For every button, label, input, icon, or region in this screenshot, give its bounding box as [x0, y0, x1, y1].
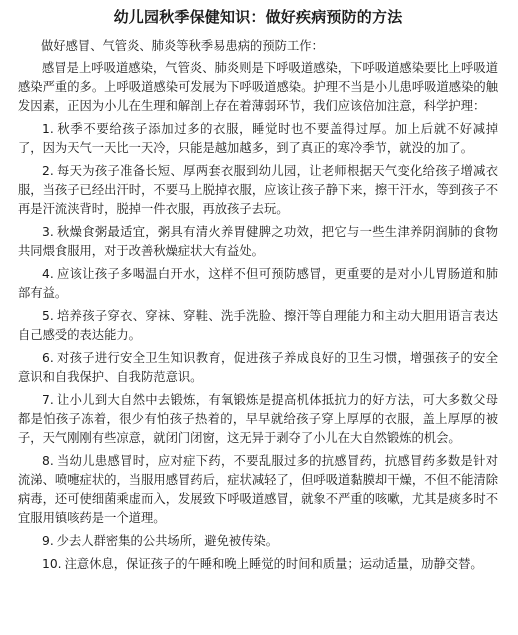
item-number: 3. — [42, 225, 54, 239]
item-number: 5. — [42, 309, 54, 323]
item-text: 秋燥食粥最适宜，粥具有清火养胃健脾之功效，把它与一些生津养阴润肺的食物共同煨食服用，对于改善秋燥症状大有益处。 — [18, 225, 498, 258]
list-item — [18, 265, 498, 303]
document-title: 幼儿园秋季保健知识：做好疾病预防的方法 — [113, 8, 403, 26]
list-item — [18, 223, 498, 261]
item-text: 少去人群密集的公共场所，避免被传染。 — [56, 534, 279, 548]
list-item — [18, 532, 498, 551]
list-item — [18, 307, 498, 345]
item-number: 10. — [42, 557, 62, 571]
item-number: 2. — [42, 164, 54, 178]
item-text: 对孩子进行安全卫生知识教育，促进孩子养成良好的卫生习惯，增强孩子的安全意识和自我保护、自我防范意识。 — [18, 351, 498, 384]
list-item — [18, 120, 498, 158]
item-number: 4. — [42, 267, 54, 281]
intro-line: 做好感冒、气管炎、肺炎等秋季易患病的预防工作： — [41, 39, 324, 53]
tips-list — [18, 120, 498, 574]
item-text: 秋季不要给孩子添加过多的衣服，睡觉时也不要盖得过厚。加上后就不好减掉了，因为天气一天比一天冷，只能是越加越多，到了真正的寒冷季节，就没的加了。 — [18, 122, 498, 155]
item-text: 每天为孩子准备长短、厚两套衣服到幼儿园，让老师根据天气变化给孩子增减衣服，当孩子已经出汗时，不要马上脱掉衣服，应该让孩子静下来，擦干汗水，等到孩子不再是汗流浃背时，脱掉一件衣服，再放孩子去玩。 — [18, 164, 498, 216]
item-number: 9. — [42, 534, 54, 548]
intro-paragraph: 感冒是上呼吸道感染，气管炎、肺炎则是下呼吸道感染，下呼吸道感染要比上呼吸道感染严重的多。上呼吸道感染可发展为下呼吸道感染。护理不当是小儿患呼吸道感染的触发因素，正因为小儿在生理和解剖上存在着薄弱环节，我们应该倍加注意，科学护理： — [18, 61, 498, 113]
list-item — [18, 391, 498, 448]
list-item — [18, 162, 498, 219]
list-item — [18, 555, 498, 574]
item-text: 应该让孩子多喝温白开水，这样不但可预防感冒，更重要的是对小儿胃肠道和肺部有益。 — [18, 267, 498, 300]
list-item — [18, 452, 498, 528]
item-number: 7. — [42, 393, 54, 407]
item-number: 8. — [42, 454, 54, 468]
item-text: 让小儿到大自然中去锻炼，有氧锻炼是提高机体抵抗力的好方法，可大多数父母都是怕孩子冻着，很少有怕孩子热着的，早早就给孩子穿上厚厚的衣服，盖上厚厚的被子，天气刚刚有些凉意，就闭门闭窗，这无异于剥夺了小儿在大自然锻炼的机会。 — [18, 393, 498, 445]
item-number: 1. — [42, 122, 54, 136]
item-text: 培养孩子穿衣、穿袜、穿鞋、洗手洗脸、擦汗等自理能力和主动大胆用语言表达自己感受的表达能力。 — [18, 309, 498, 342]
item-number: 6. — [42, 351, 54, 365]
list-item — [18, 349, 498, 387]
item-text: 当幼儿患感冒时，应对症下药，不要乱服过多的抗感冒药，抗感冒药多数是针对流涕、喷嚏症状的，当服用感冒药后，症状减轻了，但呼吸道黏膜却干燥，不但不能清除病毒，还可使细菌乘虚而入，发展致下呼吸道感冒，就象不严重的咳嗽，尤其是痰多时不宜服用镇咳药是一个道理。 — [18, 454, 498, 525]
item-text: 注意休息，保证孩子的午睡和晚上睡觉的时间和质量；运动适量，劢静交替。 — [64, 557, 483, 571]
